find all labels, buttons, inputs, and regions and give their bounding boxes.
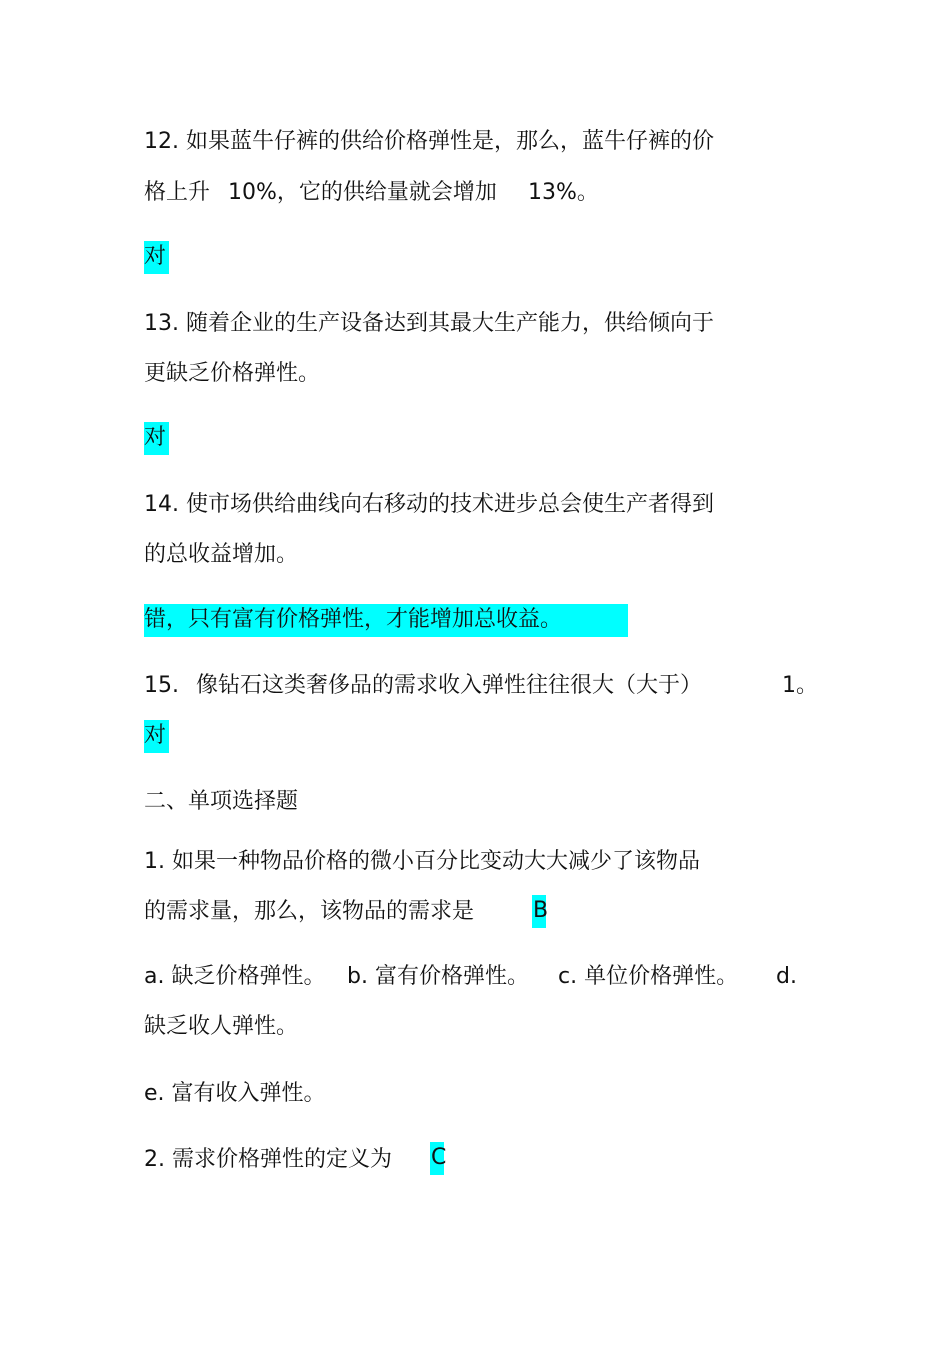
q12-line2-b: 10%，它的供给量就会增加 — [228, 180, 497, 205]
mc1-option-b: b. 富有价格弹性。 — [347, 964, 529, 989]
q13-line1: 13. 随着企业的生产设备达到其最大生产能力，供给倾向于 — [144, 311, 714, 336]
q14-answer: 错，只有富有价格弹性，才能增加总收益。 — [144, 604, 628, 637]
mc1-option-e: e. 富有收入弹性。 — [144, 1081, 326, 1106]
mc1-answer: B — [532, 895, 546, 928]
q12-line2-a: 格上升 — [144, 180, 211, 205]
q12-answer: 对 — [144, 241, 169, 274]
q12-line1: 12. 如果蓝牛仔裤的供给价格弹性是，那么，蓝牛仔裤的价 — [144, 129, 714, 154]
q14-line2: 的总收益增加。 — [144, 542, 299, 567]
q13-answer: 对 — [144, 422, 169, 455]
q12-line2-c: 13%。 — [528, 180, 599, 205]
mc1-line1: 1. 如果一种物品价格的微小百分比变动大大减少了该物品 — [144, 849, 700, 874]
mc1-option-d-text: 缺乏收人弹性。 — [144, 1014, 299, 1039]
mc1-line2: 的需求量，那么，该物品的需求是 — [144, 899, 475, 924]
mc2-answer: C — [430, 1142, 444, 1175]
mc1-option-d-label: d. — [776, 964, 797, 989]
mc1-option-a: a. 缺乏价格弹性。 — [144, 964, 326, 989]
q14-line1: 14. 使市场供给曲线向右移动的技术进步总会使生产者得到 — [144, 492, 714, 517]
q15-tail: 1。 — [782, 673, 818, 698]
mc2-line1: 2. 需求价格弹性的定义为 — [144, 1147, 392, 1172]
section-title: 二、单项选择题 — [144, 789, 299, 814]
q15-number: 15. — [144, 673, 179, 698]
q15-answer: 对 — [144, 720, 169, 753]
q15-text: 像钻石这类奢侈品的需求收入弹性往往很大（大于） — [196, 673, 703, 698]
mc1-option-c: c. 单位价格弹性。 — [558, 964, 739, 989]
q13-line2: 更缺乏价格弹性。 — [144, 361, 321, 386]
